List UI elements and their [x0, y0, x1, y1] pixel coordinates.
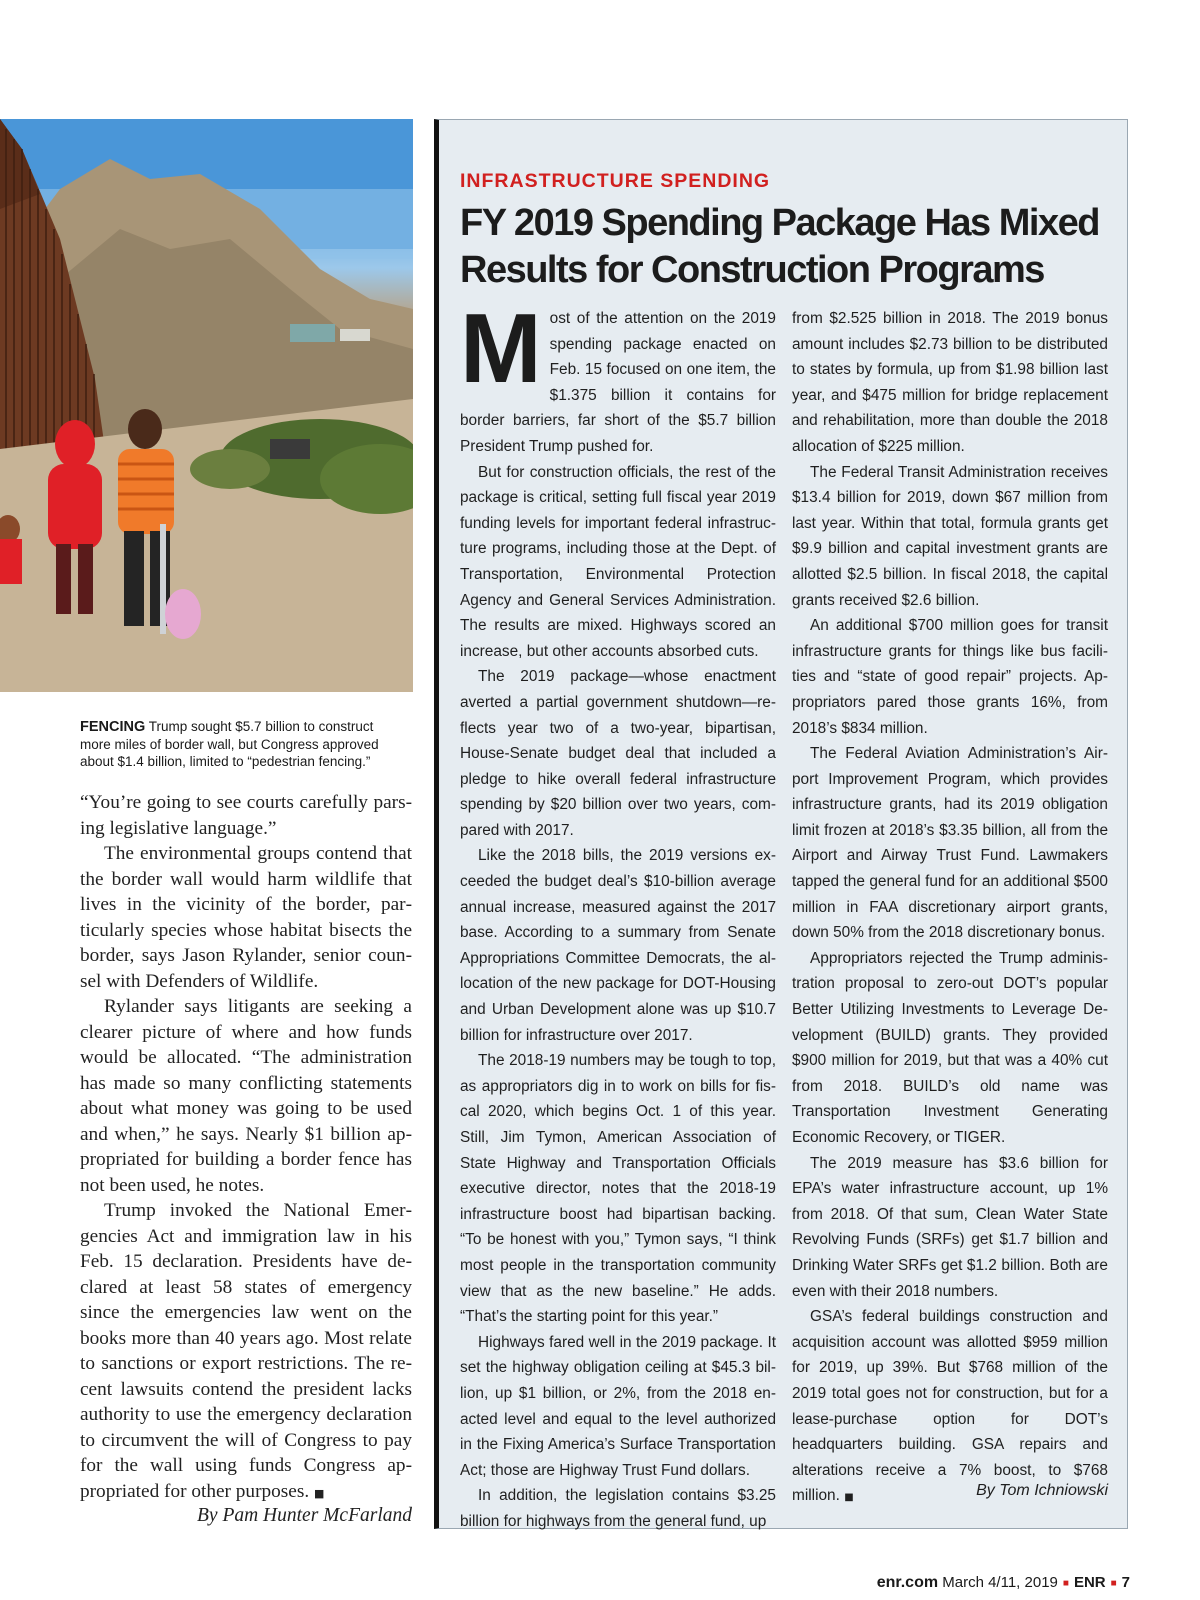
left-article-body [80, 790, 412, 1506]
sidebar-column-2 [792, 306, 1108, 1511]
left-paragraph: Rylander says litigants are seeking a clearer picture of where and how funds would be allocated. “The administration has made so many conflicting statements about what money was going to be used and when,” he says. Nearly $1 billion appropriated for building a border fence has not been used, he notes. [80, 996, 412, 1196]
sidebar-lead-text: ost of the attention on the 2019 spending package enacted on Feb. 15 focused on one item, the $1.375 billion it contains for border barriers, far short of the $5.7 billion President Trump pushed for. [460, 310, 776, 455]
sidebar-paragraph: The 2019 measure has $3.6 billion for EPA’s water infrastructure account, up 1% from 2018. Of that sum, Clean Water State Revolving Funds (SRFs) get $1.7 billion and Drinking Water SRFs get $1.2 billion. Both are even with their 2018 numbers. [792, 1154, 1108, 1300]
folio-date: March 4/11, 2019 [942, 1574, 1058, 1591]
sidebar-byline: By Tom Ichniowski [976, 1482, 1108, 1499]
folio-brand: ENR [1073, 1574, 1106, 1591]
caption-text: Trump sought $5.7 billion to construct more miles of border wall, but Congress approved about $1.4 billion, limited to “pedestrian fencing.” [80, 719, 379, 769]
border-fence-photo [0, 119, 413, 692]
sidebar-paragraph-text: GSA’s federal buildings construction and acquisition account was allotted $959 million for 2019, up 39%. But $768 million of the 2019 total goes not for construction, but for a lease-purchase option for DOT’s headquarters building. GSA repairs and alterations receive a 7% boost, to $768 million. [792, 1308, 1108, 1505]
page-number: 7 [1121, 1574, 1130, 1591]
sidebar-lead-paragraph [460, 293, 776, 460]
end-mark: ■ [844, 1492, 854, 1504]
section-kicker: INFRASTRUCTURE SPENDING [460, 170, 771, 192]
sidebar-paragraph: The Federal Aviation Administration’s Airport Improvement Program, which provides infrastructure grants, had its 2019 obligation limit frozen at 2018’s $3.35 billion, all from the Airport and Airway Trust Fund. Lawmakers tapped the general fund for an additional $500 million in FAA discretionary airport grants, down 50% from the 2018 discretionary bonus. [792, 745, 1108, 942]
left-byline: By Pam Hunter McFarland [197, 1505, 412, 1526]
sidebar-paragraph: The 2018-19 numbers may be tough to top, as appropriators dig in to work on bills for fiscal 2020, which begins Oct. 1 of this year. Still, Jim Tymon, American Association of State Highway and Transportation Officials executive director, notes that the 2018-19 infrastructure boost had bipartisan backing. “To be honest with you,” Tymon says, “I think most people in the transportation community view that as the new baseline.” He adds. “That’s the starting point for this year.” [460, 1052, 776, 1326]
sidebar-paragraph: from $2.525 billion in 2018. The 2019 bonus amount includes $2.73 billion to be distributed to states by formula, up from $1.98 billion last year, and $475 million for bridge replacement and rehabilitation, more than double the 2018 allocation of $225 million. [792, 310, 1108, 455]
dropcap: M [460, 293, 542, 403]
folio-site-link[interactable]: enr.com [876, 1574, 939, 1591]
sidebar-paragraph: In addition, the legislation contains $3.25 billion for highways from the general fund, up [460, 1487, 776, 1530]
page-folio [700, 1574, 1130, 1592]
folio-separator: ■ [1110, 1577, 1117, 1589]
sidebar-paragraph: Highways fared well in the 2019 package. It set the highway obligation ceiling at $45.3 billion, up $1 billion, or 2%, from the 2018 enacted level and equal to the level authorized in the Fixing America’s Surface Transportation Act; those are Highway Trust Fund dollars. [460, 1333, 776, 1479]
left-paragraph: The environmental groups contend that the border wall would harm wildlife that lives in the vicinity of the border, particularly species whose habitat bisects the border, says Jason Rylander, senior counsel with Defenders of Wildlife. [80, 843, 412, 992]
photo-illustration [0, 119, 413, 692]
sidebar-paragraph: The 2019 package—whose enactment averted a partial government shutdown—reflects year two of a two-year, bipartisan, House-Senate budget deal that included a pledge to hike overall federal infrastructure spending by $20 billion over two years, compared with 2017. [460, 668, 776, 839]
sidebar-paragraph: An additional $700 million goes for transit infrastructure grants for things like bus facilities and “state of good repair” projects. Appropriators pared those grants 16%, from 2018’s $834 million. [792, 617, 1108, 737]
sidebar-paragraph-last [792, 1304, 1108, 1511]
photo-caption [80, 718, 400, 770]
sidebar-paragraph: But for construction officials, the rest of the package is critical, setting full fiscal year 2019 funding levels for important federal infrastructure programs, including those at the Dept. of Transportation, Environmental Protection Agency and General Services Administration. The results are mixed. Highways scored an increase, but other accounts absorbed cuts. [460, 463, 776, 660]
sidebar-paragraph: The Federal Transit Administration receives $13.4 billion for 2019, down $67 million from last year. Within that total, formula grants get $9.9 billion and capital investment grants are allotted $2.5 billion. In fiscal 2018, the capital grants received $2.6 billion. [792, 463, 1108, 609]
sidebar-column-1 [460, 293, 776, 1535]
end-mark: ■ [314, 1486, 325, 1500]
left-paragraph: “You’re going to see courts carefully parsing legislative language.” [80, 792, 412, 839]
sidebar-paragraph: Appropriators rejected the Trump administration proposal to zero-out DOT’s popular Better Utilizing Investments to Leverage Development (BUILD) grants. They provided $900 million for 2019, but that was a 40% cut from 2018. BUILD’s old name was Transportation Investment Generating Economic Recovery, or TIGER. [792, 949, 1108, 1146]
caption-kicker: FENCING [80, 719, 146, 735]
left-paragraph-text: Trump invoked the National Emergencies Act and immigration law in his Feb. 15 declaration. Presidents have declared at least 58 states of emergency since the emergencies law went on the books more than 40 years ago. Most relate to sanctions or export restrictions. The recent lawsuits contend the president lacks authority to use the emergency declaration to circumvent the will of Congress to pay for the wall using funds Congress appropriated for other purposes. [80, 1200, 412, 1502]
sidebar-headline: FY 2019 Spending Package Has Mixed Results for Construction Programs [460, 202, 1099, 291]
sidebar-paragraph: Like the 2018 bills, the 2019 versions exceeded the budget deal’s $10-billion average annual increase, measured against the 2017 base. According to a summary from Senate Appropriations Committee Democrats, the allocation of the new package for DOT-Housing and Urban Development alone was up $10.7 billion for infrastructure over 2017. [460, 847, 776, 1044]
left-paragraph-last [80, 1198, 412, 1506]
folio-separator: ■ [1062, 1577, 1069, 1589]
